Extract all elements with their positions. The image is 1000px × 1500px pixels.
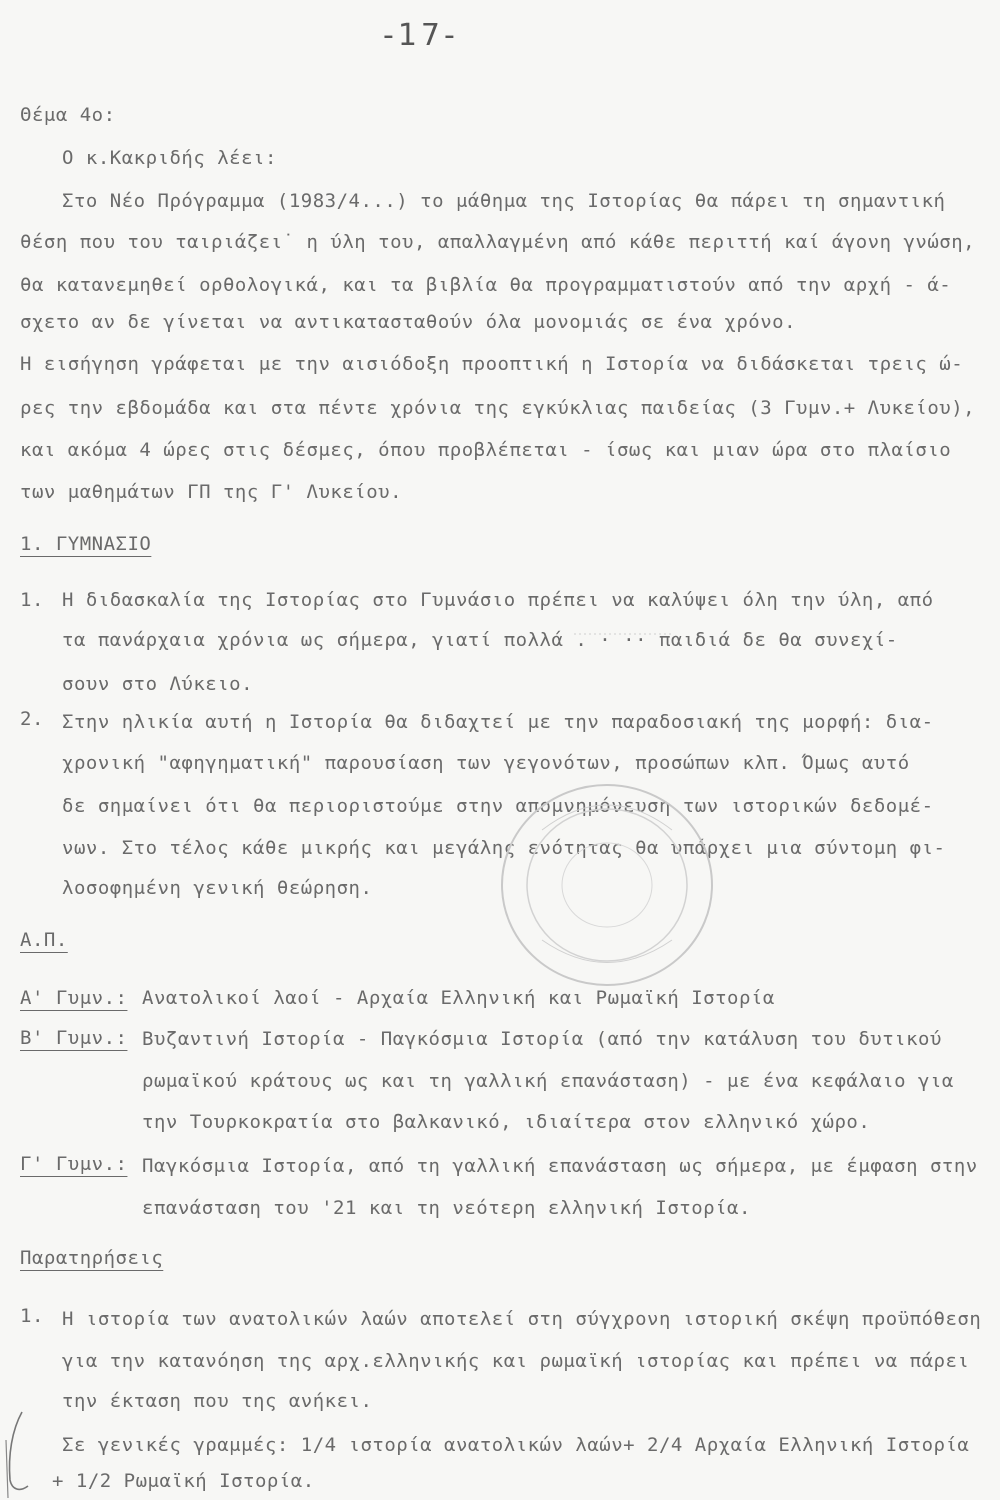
text-line: Στην ηλικία αυτή η Ιστορία θα διδαχτεί με την παραδοσιακή της μορφή: δια- — [62, 711, 934, 733]
item-number: 2. — [20, 708, 44, 730]
text-line: + 1/2 Ρωμαϊκή Ιστορία. — [52, 1470, 315, 1492]
remarks-heading: Παρατηρήσεις — [20, 1247, 164, 1269]
text-line: Η εισήγηση γράφεται με την αισιόδοξη προοπτική η Ιστορία να διδάσκεται τρεις ώ- — [20, 353, 964, 375]
text-line: και ακόμα 4 ώρες στις δέσμες, όπου προβλέπεται - ίσως και μιαν ώρα στο πλαίσιο — [20, 439, 952, 461]
text-line: για την κατανόηση της αρχ.ελληνικής και ρωμαϊκή ιστορίας και πρέπει να πάρει — [62, 1350, 970, 1372]
text-line: Η ιστορία των ανατολικών λαών αποτελεί στη σύγχρονη ιστορική σκέψη προϋπόθεση — [62, 1308, 982, 1330]
text-line: Βυζαντινή Ιστορία - Παγκόσμια Ιστορία (από την κατάλυση του δυτικού — [142, 1028, 942, 1050]
text-line: Στο Νέο Πρόγραμμα (1983/4...) το μάθημα της Ιστορίας θα πάρει τη σημαντική — [62, 190, 946, 212]
item-number: 1. — [20, 589, 44, 611]
text-line: θα κατανεμηθεί ορθολογικά, και τα βιβλία θα προγραμματιστούν από την αρχή - ά- — [20, 274, 952, 296]
dotted-gap-mark — [574, 628, 674, 636]
page-number: -17- — [383, 18, 459, 53]
row-label: Γ' Γυμν.: — [20, 1153, 128, 1175]
text-line: σουν στο Λύκειο. — [62, 673, 254, 695]
text-line: ρες την εβδομάδα και στα πέντε χρόνια της εγκύκλιας παιδείας (3 Γυμν.+ Λυκείου), — [20, 397, 976, 419]
text-line: Ανατολικοί λαοί - Αρχαία Ελληνική και Ρωμαϊκή Ιστορία — [142, 987, 775, 1009]
text-line: την Τουρκοκρατία στο βαλκανικό, ιδιαίτερα στον ελληνικό χώρο. — [142, 1111, 871, 1133]
handwritten-margin-mark — [0, 1410, 40, 1500]
text-line: νων. Στο τέλος κάθε μικρής και μεγάλης ενότητας θα υπάρχει μια σύντομη φι- — [62, 837, 946, 859]
text-line: θέση που του ταιριάζει˙ η ύλη του, απαλλαγμένη από κάθε περιττή καί άγονη γνώση, — [20, 231, 976, 253]
text-line: Παγκόσμια Ιστορία, από τη γαλλική επανάσταση ως σήμερα, με έμφαση στην — [142, 1155, 978, 1177]
text-line: Σε γενικές γραμμές: 1/4 ιστορία ανατολικών λαών+ 2/4 Αρχαία Ελληνική Ιστορία — [62, 1434, 970, 1456]
topic-heading: Θέμα 4ο: — [20, 104, 116, 126]
row-label: Β' Γυμν.: — [20, 1027, 128, 1049]
text-line: επανάσταση του '21 και τη νεότερη ελληνική Ιστορία. — [142, 1197, 751, 1219]
text-line: χρονική "αφηγηματική" παρουσίαση των γεγονότων, προσώπων κλπ. Όμως αυτό — [62, 752, 910, 774]
intro-speaker: Ο κ.Κακριδής λέει: — [62, 147, 277, 169]
row-label: Α' Γυμν.: — [20, 987, 128, 1009]
text-line: Η διδασκαλία της Ιστορίας στο Γυμνάσιο πρέπει να καλύψει όλη την ύλη, από — [62, 589, 934, 611]
section-heading-gymnasio: 1. ΓΥΜΝΑΣΙΟ — [20, 533, 152, 555]
text-line: λοσοφημένη γενική θεώρηση. — [62, 877, 373, 899]
item-number: 1. — [20, 1305, 44, 1327]
text-line: σχετο αν δε γίνεται να αντικατασταθούν όλα μονομιάς σε ένα χρόνο. — [20, 311, 797, 333]
ap-heading: Α.Π. — [20, 929, 68, 951]
text-line: την έκταση που της ανήκει. — [62, 1390, 373, 1412]
circular-stamp-watermark — [482, 770, 732, 1000]
text-line: των μαθημάτων ΓΠ της Γ' Λυκείου. — [20, 481, 403, 503]
text-line: δε σημαίνει ότι θα περιοριστούμε στην απομνημόνευση των ιστορικών δεδομέ- — [62, 795, 934, 817]
text-line: τα πανάρχαια χρόνια ως σήμερα, γιατί πολλά . · ·· παιδιά δε θα συνεχί- — [62, 629, 898, 651]
text-line: ρωμαϊκού κράτους ως και τη γαλλική επανάσταση) - με ένα κεφάλαιο για — [142, 1070, 954, 1092]
